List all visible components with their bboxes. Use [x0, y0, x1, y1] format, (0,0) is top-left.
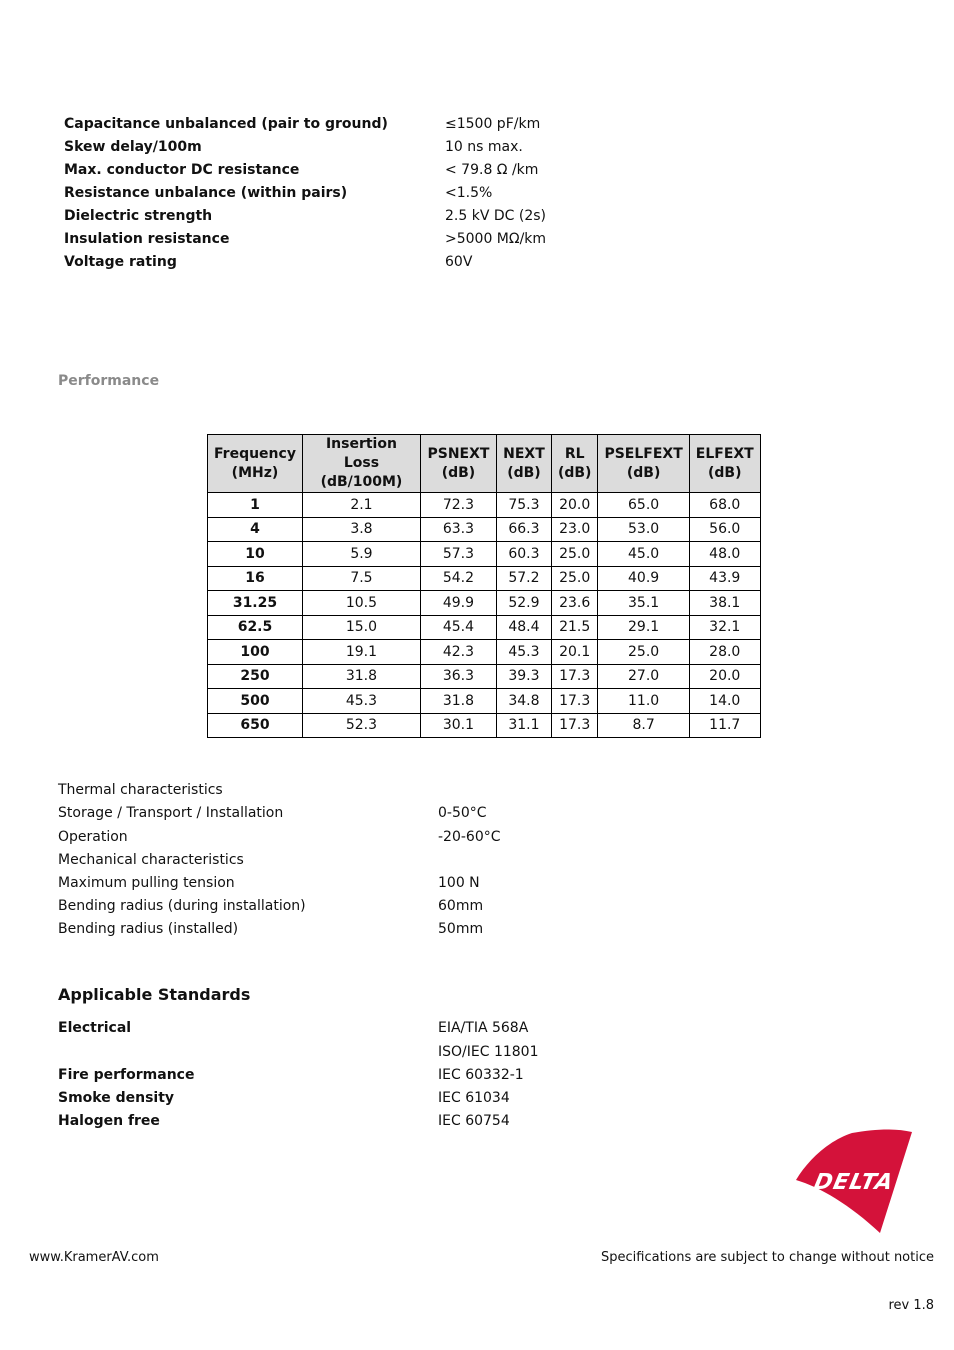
table-cell: 25.0 — [598, 640, 689, 665]
table-cell: 17.3 — [551, 664, 598, 689]
table-row — [208, 493, 761, 518]
table-cell: 45.3 — [302, 689, 420, 714]
table-row — [208, 640, 761, 665]
frequency-cell: 100 — [208, 640, 303, 665]
table-cell: 17.3 — [551, 713, 598, 738]
performance-heading: Performance — [58, 373, 160, 389]
table-cell: 8.7 — [598, 713, 689, 738]
spec-label: Bending radius (installed) — [58, 921, 239, 937]
frequency-cell: 250 — [208, 664, 303, 689]
table-cell: 25.0 — [551, 566, 598, 591]
standard-label: Electrical — [58, 1020, 132, 1036]
table-row — [208, 542, 761, 567]
table-row — [208, 566, 761, 591]
table-cell: 7.5 — [302, 566, 420, 591]
spec-value: 50mm — [438, 921, 484, 937]
mechanical-heading: Mechanical characteristics — [58, 852, 244, 868]
standard-label: Halogen free — [58, 1113, 160, 1129]
frequency-cell: 650 — [208, 713, 303, 738]
spec-value: < 79.8 Ω /km — [445, 162, 539, 178]
spec-value: ≤1500 pF/km — [445, 116, 541, 132]
table-cell: 35.1 — [598, 591, 689, 616]
table-cell: 14.0 — [689, 689, 760, 714]
table-cell: 10.5 — [302, 591, 420, 616]
spec-label: Capacitance unbalanced (pair to ground) — [64, 116, 388, 132]
table-cell: 56.0 — [689, 517, 760, 542]
thermal-heading: Thermal characteristics — [58, 782, 223, 798]
table-cell: 40.9 — [598, 566, 689, 591]
table-cell: 52.3 — [302, 713, 420, 738]
table-cell: 75.3 — [496, 493, 551, 518]
table-cell: 31.8 — [302, 664, 420, 689]
table-cell: 60.3 — [496, 542, 551, 567]
table-row — [208, 664, 761, 689]
spec-value: 10 ns max. — [445, 139, 523, 155]
column-header: NEXT (dB) — [496, 435, 551, 493]
table-row — [208, 713, 761, 738]
table-cell: 66.3 — [496, 517, 551, 542]
table-cell: 42.3 — [420, 640, 496, 665]
spec-value: 2.5 kV DC (2s) — [445, 208, 546, 224]
table-cell: 57.3 — [420, 542, 496, 567]
table-cell: 19.1 — [302, 640, 420, 665]
standard-value: IEC 61034 — [438, 1090, 510, 1106]
table-cell: 31.8 — [420, 689, 496, 714]
table-cell: 57.2 — [496, 566, 551, 591]
spec-value: <1.5% — [445, 185, 493, 201]
table-cell: 38.1 — [689, 591, 760, 616]
table-cell: 23.6 — [551, 591, 598, 616]
table-cell: 45.4 — [420, 615, 496, 640]
table-cell: 32.1 — [689, 615, 760, 640]
frequency-cell: 4 — [208, 517, 303, 542]
table-cell: 15.0 — [302, 615, 420, 640]
spec-value: 60V — [445, 254, 473, 270]
table-cell: 48.4 — [496, 615, 551, 640]
spec-label: Skew delay/100m — [64, 139, 202, 155]
spec-value: 100 N — [438, 875, 480, 891]
table-cell: 45.3 — [496, 640, 551, 665]
table-cell: 68.0 — [689, 493, 760, 518]
table-cell: 54.2 — [420, 566, 496, 591]
spec-label: Maximum pulling tension — [58, 875, 235, 891]
delta-logo — [790, 1125, 920, 1240]
table-cell: 30.1 — [420, 713, 496, 738]
table-cell: 28.0 — [689, 640, 760, 665]
table-cell: 45.0 — [598, 542, 689, 567]
performance-table — [207, 434, 761, 738]
frequency-cell: 31.25 — [208, 591, 303, 616]
table-cell: 63.3 — [420, 517, 496, 542]
table-cell: 43.9 — [689, 566, 760, 591]
table-cell: 36.3 — [420, 664, 496, 689]
frequency-cell: 62.5 — [208, 615, 303, 640]
table-cell: 11.7 — [689, 713, 760, 738]
table-cell: 20.0 — [689, 664, 760, 689]
footer-notice: Specifications are subject to change without notice — [601, 1250, 934, 1265]
table-cell: 2.1 — [302, 493, 420, 518]
standard-value: ISO/IEC 11801 — [438, 1044, 539, 1060]
table-row — [208, 689, 761, 714]
table-cell: 5.9 — [302, 542, 420, 567]
table-header-row — [208, 435, 761, 493]
frequency-cell: 16 — [208, 566, 303, 591]
standard-value: IEC 60332-1 — [438, 1067, 524, 1083]
table-cell: 20.1 — [551, 640, 598, 665]
spec-label: Max. conductor DC resistance — [64, 162, 300, 178]
table-cell: 11.0 — [598, 689, 689, 714]
column-header: Frequency (MHz) — [208, 435, 303, 493]
column-header: ELFEXT (dB) — [689, 435, 760, 493]
table-cell: 72.3 — [420, 493, 496, 518]
table-cell: 23.0 — [551, 517, 598, 542]
spec-label: Voltage rating — [64, 254, 177, 270]
spec-value: 60mm — [438, 898, 484, 914]
standard-label: Smoke density — [58, 1090, 175, 1106]
table-row — [208, 517, 761, 542]
table-cell: 49.9 — [420, 591, 496, 616]
table-cell: 29.1 — [598, 615, 689, 640]
table-cell: 21.5 — [551, 615, 598, 640]
frequency-cell: 1 — [208, 493, 303, 518]
spec-label: Insulation resistance — [64, 231, 230, 247]
spec-label: Resistance unbalance (within pairs) — [64, 185, 348, 201]
table-cell: 39.3 — [496, 664, 551, 689]
frequency-cell: 500 — [208, 689, 303, 714]
table-cell: 34.8 — [496, 689, 551, 714]
spec-value: -20-60°C — [438, 829, 501, 845]
table-cell: 17.3 — [551, 689, 598, 714]
column-header: PSELFEXT (dB) — [598, 435, 689, 493]
table-cell: 48.0 — [689, 542, 760, 567]
spec-value: 0-50°C — [438, 805, 487, 821]
spec-value: >5000 MΩ/km — [445, 231, 547, 247]
table-row — [208, 615, 761, 640]
table-cell: 65.0 — [598, 493, 689, 518]
frequency-cell: 10 — [208, 542, 303, 567]
spec-label: Dielectric strength — [64, 208, 213, 224]
table-cell: 27.0 — [598, 664, 689, 689]
spec-label: Operation — [58, 829, 128, 845]
table-cell: 31.1 — [496, 713, 551, 738]
column-header: PSNEXT (dB) — [420, 435, 496, 493]
table-cell: 3.8 — [302, 517, 420, 542]
column-header: RL (dB) — [551, 435, 598, 493]
table-row — [208, 591, 761, 616]
column-header: Insertion Loss (dB/100M) — [302, 435, 420, 493]
revision-label: rev 1.8 — [888, 1298, 934, 1313]
spec-label: Storage / Transport / Installation — [58, 805, 284, 821]
standard-value: EIA/TIA 568A — [438, 1020, 529, 1036]
footer-website: www.KramerAV.com — [29, 1250, 159, 1265]
table-body — [208, 493, 761, 738]
table-cell: 25.0 — [551, 542, 598, 567]
standard-label: Fire performance — [58, 1067, 195, 1083]
table-cell: 53.0 — [598, 517, 689, 542]
delta-logo-text: DELTA — [811, 1169, 897, 1195]
table-cell: 20.0 — [551, 493, 598, 518]
standard-value: IEC 60754 — [438, 1113, 510, 1129]
spec-label: Bending radius (during installation) — [58, 898, 306, 914]
standards-heading: Applicable Standards — [58, 985, 251, 1004]
table-cell: 52.9 — [496, 591, 551, 616]
